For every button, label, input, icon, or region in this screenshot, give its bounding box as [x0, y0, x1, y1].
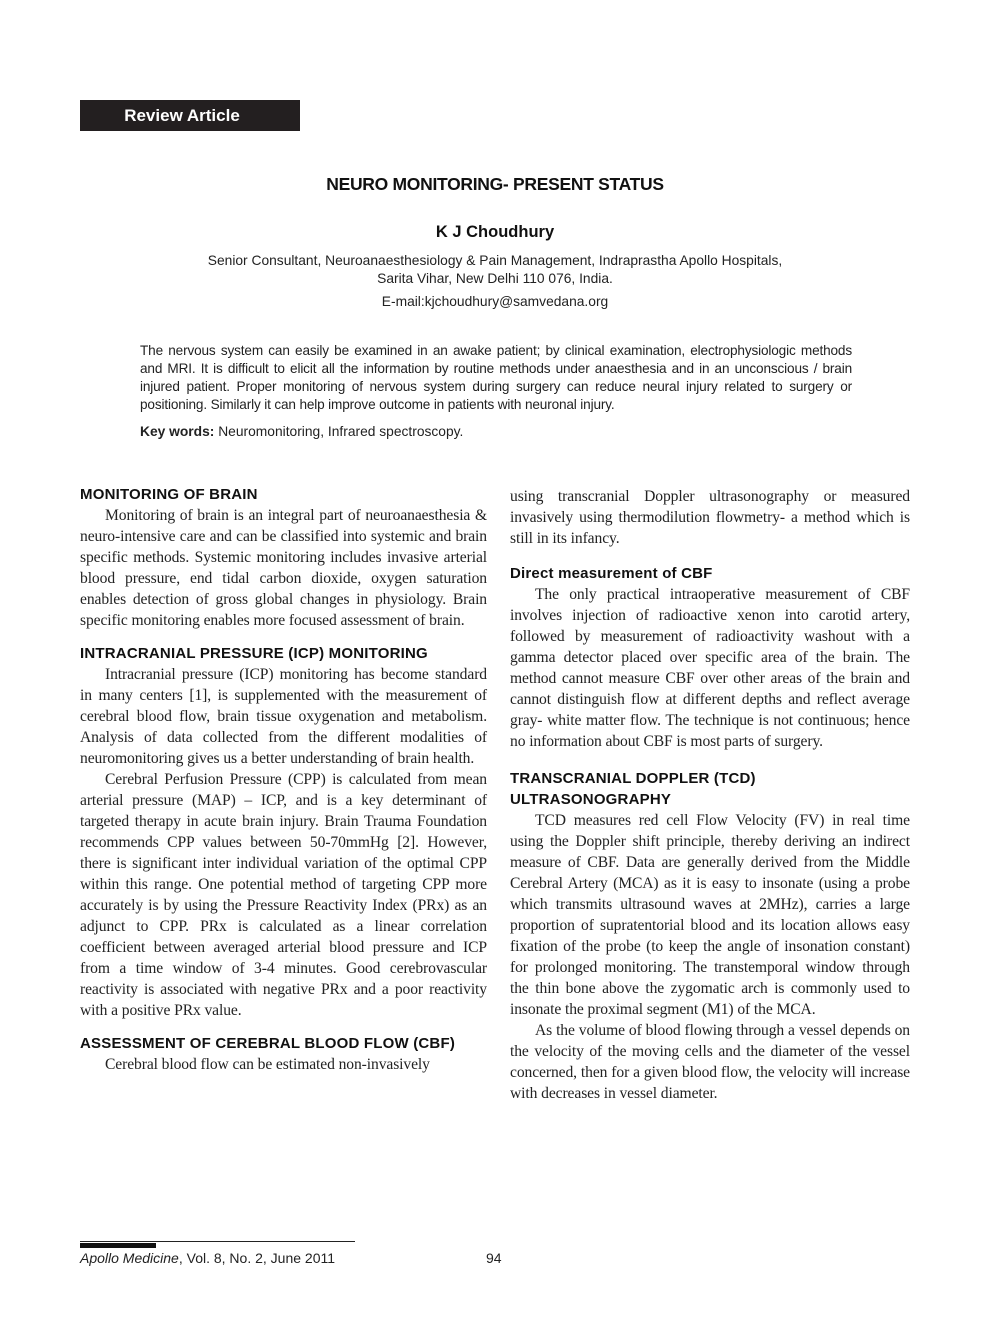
keywords-list: Neuromonitoring, Infrared spectroscopy.: [218, 424, 464, 439]
section-heading-direct-cbf: Direct measurement of CBF: [510, 565, 713, 582]
affiliation-line-2: Sarita Vihar, New Delhi 110 076, India.: [377, 271, 613, 286]
paragraph: TCD measures red cell Flow Velocity (FV) in real time using the Doppler shift principle, thereby deriving an indirect measure of CBF. Data are generally derived from the Middle Cerebral Artery (MCA) as it is easy to insonate (using a probe which transmits ultrasound waves at 2MHz), carries a large proportion of supratentorial blood and its location allows easy fixation of the probe (to keep the angle of insonation constant) for prolonged monitoring. The transtemporal window through the thin bone above the zygomatic arch is commonly used to insonate the proximal segment (M1) of the MCA.: [510, 812, 910, 1018]
affiliation-line-1: Senior Consultant, Neuroanaesthesiology & Pain Management, Indraprastha Apollo Hospitals,: [207, 253, 783, 268]
paragraph: Intracranial pressure (ICP) monitoring has become standard in many centers [1], is supplemented with the measurement of cerebral blood flow, brain tissue oxygenation and metabolism. Analysis of data collected from the different modalities of neuromonitoring gives us a better understanding of brain health.: [80, 666, 487, 767]
heading-line-2: ULTRASONOGRAPHY: [510, 791, 672, 808]
section-heading-icp-monitoring: INTRACRANIAL PRESSURE (ICP) MONITORING: [80, 645, 428, 662]
footer-accent-bar: [80, 1243, 156, 1248]
author-email[interactable]: E-mail:kjchoudhury@samvedana.org: [381, 294, 609, 309]
left-column: [80, 484, 487, 1075]
section-heading-cbf-assessment: ASSESSMENT OF CEREBRAL BLOOD FLOW (CBF): [80, 1035, 456, 1052]
paragraph: Cerebral blood flow can be estimated non-invasively: [105, 1056, 430, 1073]
article-title: NEURO MONITORING- PRESENT STATUS: [326, 174, 664, 194]
keywords-label: Key words:: [140, 424, 215, 439]
section-heading-monitoring-of-brain: MONITORING OF BRAIN: [80, 486, 258, 503]
author-name: K J Choudhury: [435, 223, 555, 241]
footer-rule: [80, 1241, 355, 1242]
author-affiliation: [150, 252, 840, 288]
article-type-badge: Review Article: [80, 100, 300, 131]
footer-citation: [80, 1250, 380, 1266]
keywords: [140, 424, 852, 439]
heading-line-1: TRANSCRANIAL DOPPLER (TCD): [510, 770, 756, 787]
paragraph: The only practical intraoperative measurement of CBF involves injection of radioactive xenon into carotid artery, followed by measurement of radioactivity washout with a gamma detector placed over specific area of the brain. The method cannot measure CBF over other areas of the brain and cannot distinguish flow at different depths and reflect average gray- white matter flow. The technique is not continuous; hence no information about CBF is most parts of surgery.: [510, 586, 910, 750]
right-column: [510, 486, 910, 1104]
journal-name: Apollo Medicine: [80, 1250, 179, 1266]
paragraph: using transcranial Doppler ultrasonography or measured invasively using thermodilution flowmetry- a method which is still in its infancy.: [510, 488, 910, 547]
paragraph: As the volume of blood flowing through a vessel depends on the velocity of the moving cells and the diameter of the vessel concerned, then for a given blood flow, the velocity will increase with decreases in vessel diameter.: [510, 1022, 910, 1102]
section-heading-tcd: [510, 768, 910, 810]
paragraph: Monitoring of brain is an integral part of neuroanaesthesia & neuro-intensive care and can be classified into systemic and brain specific methods. Systemic monitoring includes invasive arterial blood pressure, end tidal carbon dioxide, oxygen saturation enables detection of gross global changes in physiology. Brain specific monitoring enables more focused assessment of brain.: [80, 507, 487, 629]
abstract: The nervous system can easily be examined in an awake patient; by clinical examination, electrophysiologic methods and MRI. It is difficult to elicit all the information by routine methods under anaesthesia and in an unconscious / brain injured patient. Proper monitoring of nervous system during surgery can reduce neural injury related to surgery or positioning. Similarly it can help improve outcome in patients with neuronal injury.: [140, 343, 852, 412]
journal-issue: , Vol. 8, No. 2, June 2011: [178, 1250, 336, 1266]
paragraph: Cerebral Perfusion Pressure (CPP) is calculated from mean arterial pressure (MAP) – ICP, and is a key determinant of targeted therapy in acute brain injury. Brain Trauma Foundation recommends CPP values between 50-70mmHg [2]. However, there is significant inter individual variation of the optimal CPP within this range. One potential method of targeting CPP more accurately is by using the Pressure Reactivity Index (PRx) as an adjunct to CPP. PRx is calculated as a linear correlation coefficient between averaged arterial blood pressure and ICP from a time window of 3-4 minutes. Good cerebrovascular reactivity is associated with negative PRx and a poor reactivity with a positive PRx value.: [80, 771, 487, 1019]
page-number: 94: [486, 1250, 502, 1266]
